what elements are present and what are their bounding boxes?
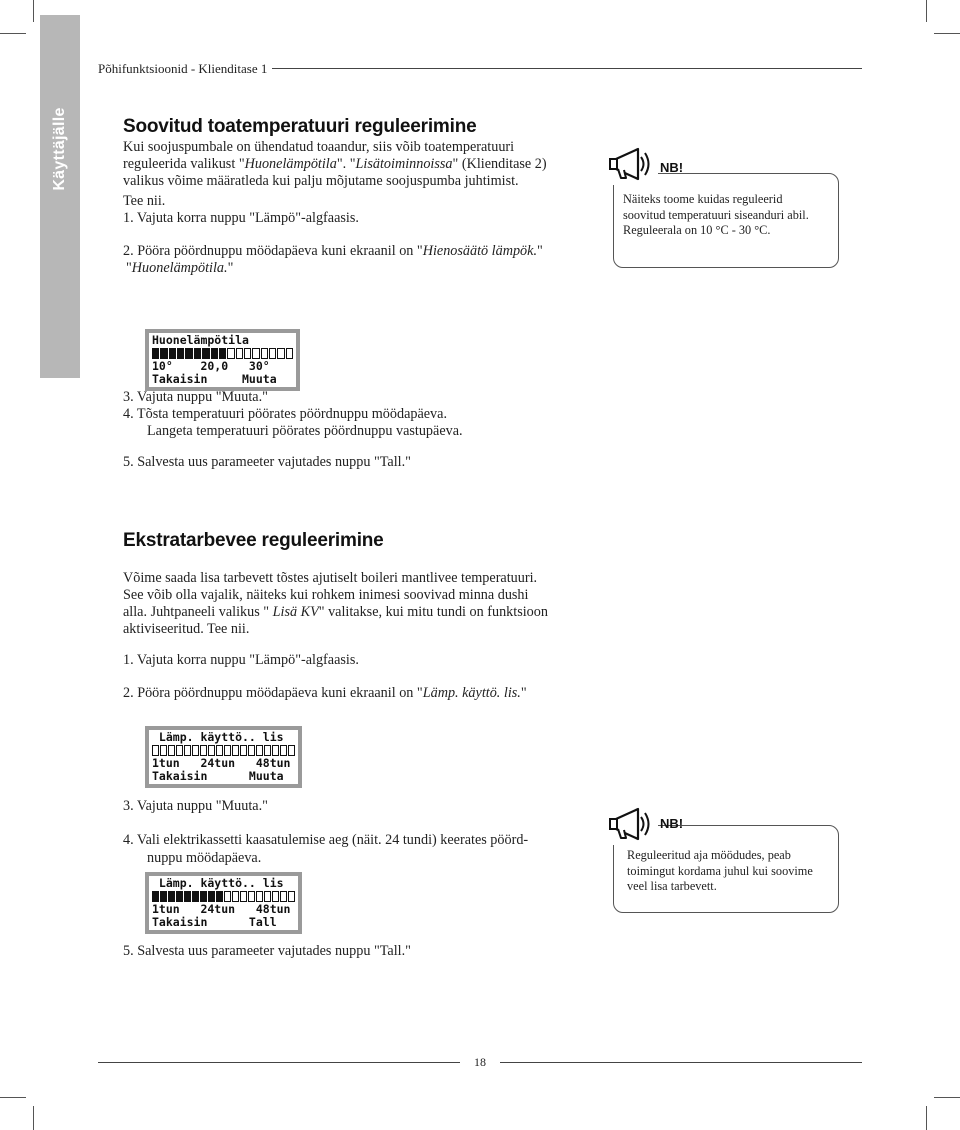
footer-rule-left xyxy=(98,1062,460,1063)
step-2 xyxy=(123,243,543,260)
lcd-bar-cell xyxy=(192,745,199,756)
megaphone-icon xyxy=(602,145,658,185)
text-run: Kui soojuspumbale on ühendatud toaandur, siis võib toatemperatuuri xyxy=(123,139,515,155)
text-run: aktiviseeritud. Tee nii. xyxy=(123,621,250,637)
footer-rule-right xyxy=(500,1062,862,1063)
lcd-bar-cell xyxy=(200,891,207,902)
step-1 xyxy=(123,210,359,227)
lcd-bar-cell xyxy=(200,745,207,756)
crop-mark xyxy=(926,1106,927,1130)
lcd-range: 1tun 24tun 48tun xyxy=(152,756,291,770)
italic-run: Huonelämpötila xyxy=(244,156,337,172)
lcd-footer: Takaisin Muuta xyxy=(152,769,284,783)
note-line: soovitud temperatuuri siseanduri abil. xyxy=(623,207,809,222)
lcd-footer: Takaisin Tall xyxy=(152,915,277,929)
lcd-bar-cell xyxy=(272,891,279,902)
lcd-bar-cell xyxy=(261,348,268,359)
lcd-bar-cell xyxy=(176,891,183,902)
lcd-title: Lämp. käyttö.. lis xyxy=(152,730,284,744)
text-run: 2. Pööra pöördnuppu möödapäeva kuni ekraanil on " xyxy=(123,243,423,259)
lcd-level-bar xyxy=(152,745,295,756)
lcd-bar-cell xyxy=(224,745,231,756)
note-line: Näiteks toome kuidas reguleerid xyxy=(623,192,783,206)
text-run: " valitakse, kui mitu tundi on funktsioon xyxy=(318,604,548,620)
lcd-bar-cell xyxy=(216,891,223,902)
step-2-continued xyxy=(126,260,233,277)
lcd-bar-cell xyxy=(256,745,263,756)
lcd-bar-cell xyxy=(177,348,184,359)
lcd-bar-cell xyxy=(224,891,231,902)
note-text xyxy=(627,848,813,895)
intro-line xyxy=(123,139,547,156)
crop-mark xyxy=(33,1106,34,1130)
step-4 xyxy=(123,832,528,849)
lcd-bar-cell xyxy=(264,891,271,902)
side-tab-label: Käyttäjälle xyxy=(51,107,68,191)
lcd-bar-cell xyxy=(160,348,167,359)
lcd-bar-cell xyxy=(286,348,293,359)
text-run: reguleerida valikust " xyxy=(123,156,245,172)
lcd-bar-cell xyxy=(152,745,159,756)
crop-mark xyxy=(926,0,927,22)
step-5 xyxy=(123,943,411,960)
italic-run: Lisä KV xyxy=(272,604,319,620)
text-run: ". " xyxy=(336,156,356,172)
step-4-continued xyxy=(147,423,463,440)
lcd-bar-cell xyxy=(280,745,287,756)
text-run: See võib olla vajalik, näiteks kui rohkem inimesi soovivad minna dushi xyxy=(123,587,529,603)
lcd-bar-cell xyxy=(240,745,247,756)
lcd-bar-cell xyxy=(240,891,247,902)
text-run: nuppu möödapäeva. xyxy=(147,850,262,866)
text-run: valikus võime määratleda kui palju mõjutame soojuspumba juhtimist. xyxy=(123,173,519,189)
header-rule xyxy=(272,68,862,69)
note-line: toimingut kordama juhul kui soovime xyxy=(627,863,813,878)
lcd-bar-cell xyxy=(227,348,234,359)
lcd-bar-cell xyxy=(288,891,295,902)
note-line: veel lisa tarbevett. xyxy=(627,879,717,893)
lcd-title: Lämp. käyttö.. lis xyxy=(152,876,284,890)
lcd-bar-cell xyxy=(248,745,255,756)
step-2 xyxy=(123,685,527,702)
lcd-display xyxy=(145,726,302,788)
lcd-bar-cell xyxy=(152,348,159,359)
lcd-bar-cell xyxy=(244,348,251,359)
crop-mark xyxy=(934,1097,960,1098)
text-run: 4. Vali elektrikassetti kaasatulemise aeg (näit. 24 tundi) keerates pöörd- xyxy=(123,832,529,848)
crop-mark xyxy=(934,33,960,34)
intro-line xyxy=(123,156,547,173)
text-run: Tee nii. xyxy=(123,193,166,209)
section-title-room-temperature: Soovitud toatemperatuuri reguleerimine xyxy=(123,116,477,137)
lcd-bar-cell xyxy=(248,891,255,902)
section2-intro xyxy=(123,570,548,638)
italic-run: Hienosäätö lämpök. xyxy=(422,243,537,259)
lcd-bar-cell xyxy=(211,348,218,359)
step-1 xyxy=(123,652,359,669)
text-run: 5. Salvesta uus parameeter vajutades nuppu "Tall." xyxy=(123,454,411,470)
lcd-bar-cell xyxy=(202,348,209,359)
lcd-bar-cell xyxy=(168,891,175,902)
italic-run: Huonelämpötila. xyxy=(131,260,228,276)
lcd-bar-cell xyxy=(192,891,199,902)
text-run: 1. Vajuta korra nuppu "Lämpö"-algfaasis. xyxy=(123,652,359,668)
lcd-footer: Takaisin Muuta xyxy=(152,372,277,386)
text-run: 2. Pööra pöördnuppu möödapäeva kuni ekraanil on " xyxy=(123,685,423,701)
text-run: " xyxy=(537,243,543,259)
text-run: 4. Tõsta temperatuuri pöörates pöördnuppu möödapäeva. xyxy=(123,406,447,422)
lcd-bar-cell xyxy=(184,745,191,756)
text-run: " xyxy=(520,685,527,701)
text-run: " (Klienditase 2) xyxy=(452,156,547,172)
text-run: 3. Vajuta nuppu "Muuta." xyxy=(123,798,268,814)
intro-line xyxy=(123,621,548,638)
italic-run: Lämp. käyttö. lis. xyxy=(422,685,521,701)
lcd-bar-cell xyxy=(194,348,201,359)
lcd-bar-cell xyxy=(252,348,259,359)
text-run: " xyxy=(227,260,234,276)
lcd-range: 1tun 24tun 48tun xyxy=(152,902,291,916)
text-run: 1. Vajuta korra nuppu "Lämpö"-algfaasis. xyxy=(123,210,359,226)
text-run: alla. Juhtpaneeli valikus " xyxy=(123,604,273,620)
lcd-bar-cell xyxy=(256,891,263,902)
lcd-bar-cell xyxy=(280,891,287,902)
lcd-bar-cell xyxy=(185,348,192,359)
lcd-bar-cell xyxy=(152,891,159,902)
lcd-bar-cell xyxy=(277,348,284,359)
step-3 xyxy=(123,389,268,406)
lcd-title: Huonelämpötila xyxy=(152,333,249,347)
step-5 xyxy=(123,454,411,471)
note-line: Reguleerala on 10 °C - 30 °C. xyxy=(623,223,771,237)
lcd-display xyxy=(145,329,300,391)
italic-run: Lisätoiminnoissa xyxy=(355,156,453,172)
intro-line xyxy=(123,173,547,190)
lcd-bar-cell xyxy=(219,348,226,359)
step-4-continued xyxy=(147,850,261,867)
intro-line xyxy=(123,604,548,621)
page-number: 18 xyxy=(474,1055,486,1069)
lcd-bar-cell xyxy=(272,745,279,756)
megaphone-icon xyxy=(602,805,658,845)
lcd-bar-cell xyxy=(176,745,183,756)
lcd-range: 10° 20,0 30° xyxy=(152,359,270,373)
text-run: 3. Vajuta nuppu "Muuta." xyxy=(123,389,268,405)
section1-intro xyxy=(123,139,547,210)
text-run: Võime saada lisa tarbevett tõstes ajutiselt boileri mantlivee temperatuuri. xyxy=(123,570,538,586)
text-run: 5. Salvesta uus parameeter vajutades nuppu "Tall." xyxy=(123,943,411,959)
lcd-bar-cell xyxy=(236,348,243,359)
lcd-bar-cell xyxy=(160,891,167,902)
lcd-bar-cell xyxy=(232,891,239,902)
lcd-level-bar xyxy=(152,348,293,359)
lcd-bar-cell xyxy=(288,745,295,756)
crop-mark xyxy=(0,33,26,34)
text-run: Langeta temperatuuri pöörates pöördnuppu vastupäeva. xyxy=(147,423,463,439)
note-text xyxy=(623,192,809,239)
note-line: Reguleeritud aja möödudes, peab xyxy=(627,848,791,862)
lcd-bar-cell xyxy=(169,348,176,359)
lcd-bar-cell xyxy=(168,745,175,756)
nb-label: NB! xyxy=(660,160,684,175)
running-header: Põhifunktsioonid - Klienditase 1 xyxy=(98,61,268,76)
intro-line xyxy=(123,587,548,604)
lcd-bar-cell xyxy=(216,745,223,756)
lcd-bar-cell xyxy=(160,745,167,756)
step-4 xyxy=(123,406,447,423)
intro-line xyxy=(123,193,547,210)
lcd-level-bar xyxy=(152,891,295,902)
nb-label: NB! xyxy=(660,816,684,831)
lcd-bar-cell xyxy=(264,745,271,756)
lcd-bar-cell xyxy=(208,745,215,756)
crop-mark xyxy=(0,1097,26,1098)
step-3 xyxy=(123,798,268,815)
intro-line xyxy=(123,570,548,587)
text-run: " xyxy=(126,260,132,276)
lcd-display xyxy=(145,872,302,934)
lcd-bar-cell xyxy=(208,891,215,902)
crop-mark xyxy=(33,0,34,22)
lcd-bar-cell xyxy=(184,891,191,902)
side-tab xyxy=(40,15,80,378)
lcd-bar-cell xyxy=(232,745,239,756)
section-title-extra-hot-water: Ekstratarbevee reguleerimine xyxy=(123,530,384,551)
lcd-bar-cell xyxy=(269,348,276,359)
